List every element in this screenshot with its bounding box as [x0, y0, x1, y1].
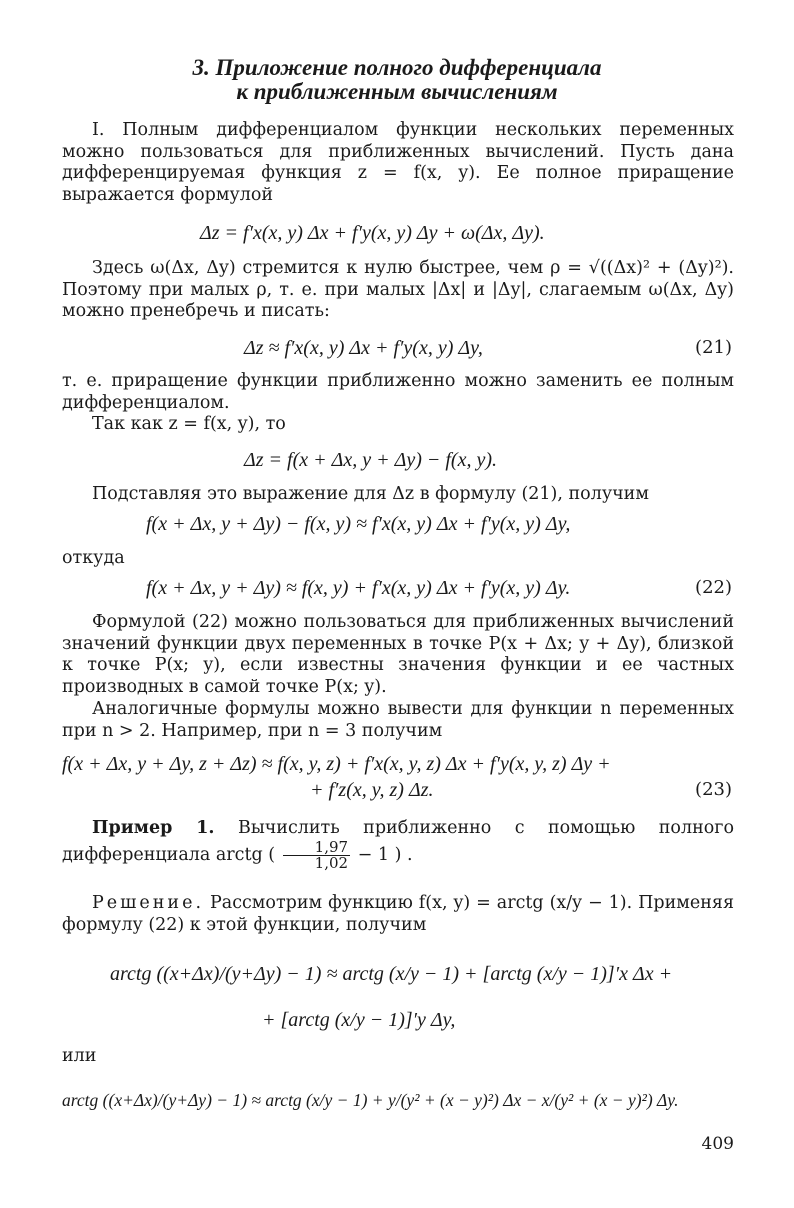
equation-21-number: (21) [695, 337, 732, 358]
equation-dz: Δz = f(x + Δx, y + Δy) − f(x, y). [244, 449, 497, 471]
example-tail: − 1 ) . [357, 844, 413, 865]
equation-21: Δz ≈ f′x(x, y) Δx + f′y(x, y) Δy, [244, 337, 483, 359]
paragraph-substitute: Подставляя это выражение для Δz в формулу (21), получим [92, 484, 649, 504]
page-number: 409 [701, 1134, 734, 1154]
example-label: Пример 1. [92, 818, 215, 838]
equation-substituted: f(x + Δx, y + Δy) − f(x, y) ≈ f′x(x, y) Δx + f′y(x, y) Δy, [146, 513, 571, 535]
equation-22-number: (22) [695, 577, 732, 598]
example-fraction: $\frac{1,97}{1,02}$ [283, 840, 350, 871]
paragraph-omega-line1: Здесь ω(Δx, Δy) стремится к нулю быстрее, чем ρ = √((Δx)² + (Δy)²). [92, 258, 734, 278]
equation-23-line1: f(x + Δx, y + Δy, z + Δz) ≈ f(x, y, z) + f′x(x, y, z) Δx + f′y(x, y, z) Δy + [62, 753, 611, 775]
equation-22: f(x + Δx, y + Δy) ≈ f(x, y) + f′x(x, y) Δx + f′y(x, y) Δy. [146, 577, 571, 599]
example-text: Вычислить приближенно с помощью полного дифференциала arctg [62, 818, 734, 865]
solution-paragraph [62, 893, 734, 936]
paragraph-intro: I. Полным дифференциалом функции нескольких переменных можно пользоваться для приближенных вычислений. Пусть дана дифференцируемая функция z = f(x, y). Ее полное приращение выражается формулой [62, 120, 734, 205]
equation-arctg-line1: arctg ((x+Δx)/(y+Δy) − 1) ≈ arctg (x/y − 1) + [arctg (x/y − 1)]′x Δx + [110, 963, 673, 985]
example-1: Пример 1. Вычислить приближенно с помощью полного дифференциала arctg ( $\frac{1,97}{1,02}$ − 1 ) . [62, 818, 734, 872]
paragraph-omega [62, 258, 734, 323]
paragraph-whence: откуда [62, 548, 125, 568]
equation-23-line2: + f′z(x, y, z) Δz. [310, 779, 434, 801]
equation-arctg-line2: + [arctg (x/y − 1)]′y Δy, [262, 1009, 456, 1031]
solution-label: Решение. [92, 893, 205, 913]
section-title-line2: к приближенным вычислениям [236, 79, 558, 104]
paragraph-n-variables: Аналогичные формулы можно вывести для функции n переменных при n > 2. Например, при n = 3 получим [62, 699, 734, 741]
paragraph-increment: т. е. приращение функции приближенно можно заменить ее полным дифференциалом. [62, 371, 734, 413]
solution-text: Рассмотрим функцию f(x, y) = arctg (x/y − 1). Применяя формулу (22) к этой функции, получим [62, 893, 734, 935]
equation-23-number: (23) [695, 779, 732, 800]
paragraph-or: или [62, 1046, 97, 1066]
paragraph-since: Так как z = f(x, y), то [92, 414, 286, 434]
equation-arctg-final: arctg ((x+Δx)/(y+Δy) − 1) ≈ arctg (x/y − 1) + y/(y² + (x − y)²) Δx − x/(y² + (x − y)²) Δy. [62, 1090, 679, 1110]
paragraph-formula-22-use: Формулой (22) можно пользоваться для приближенных вычислений значений функции двух переменных в точке P(x + Δx; y + Δy), близкой к точке P(x; y), если известны значения функции и ее частных производных в самой точке P(x; y). [62, 612, 734, 697]
section-title-line1: 3. Приложение полного дифференциала [192, 55, 602, 80]
equation-full-increment: Δz = f′x(x, y) Δx + f′y(x, y) Δy + ω(Δx, Δy). [200, 222, 545, 244]
paragraph-omega-rest: Поэтому при малых ρ, т. е. при малых |Δx| и |Δy|, слагаемым ω(Δx, Δy) можно пренебречь и писать: [62, 279, 734, 321]
